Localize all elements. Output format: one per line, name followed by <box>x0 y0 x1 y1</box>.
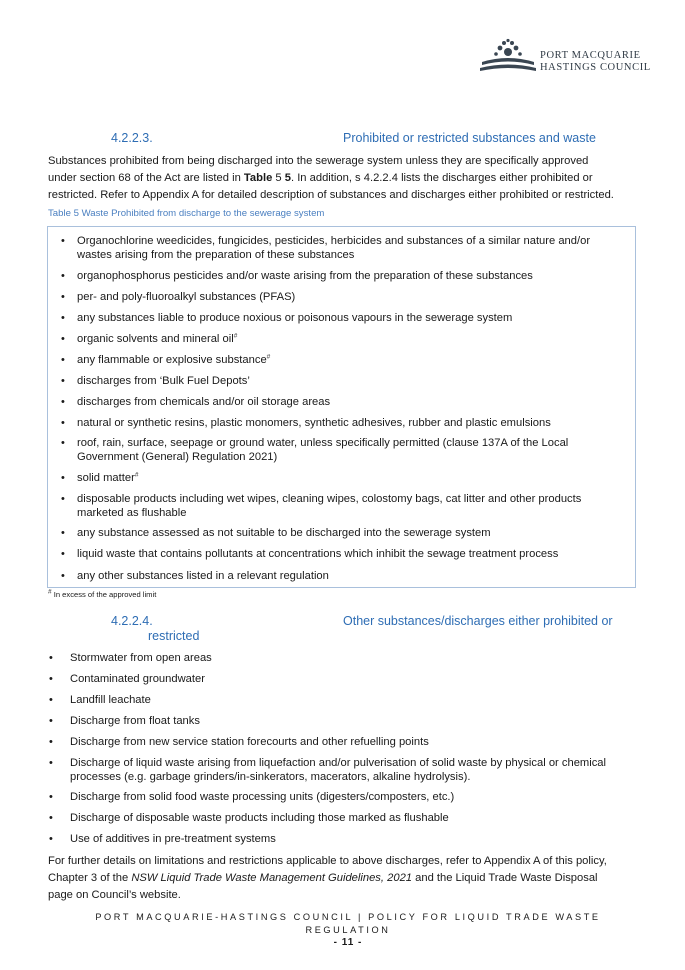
list-item-text <box>77 374 250 388</box>
bullet-icon: • <box>49 757 53 769</box>
list-item-text <box>70 735 429 749</box>
intro-paragraph <box>48 153 648 204</box>
list-item-line: any substances liable to produce noxious or poisonous vapours in the sewerage system <box>77 312 513 324</box>
list-item-line: Discharge from float tanks <box>70 715 200 727</box>
bullet-icon: • <box>49 694 53 706</box>
list-item-text <box>70 832 276 846</box>
list-item-line: natural or synthetic resins, plastic monomers, synthetic adhesives, rubber and plastic emulsions <box>77 417 551 429</box>
list-item-text <box>70 714 200 728</box>
bullet-icon: • <box>49 791 53 803</box>
closing-paragraph <box>48 853 648 904</box>
bullet-icon: • <box>49 715 53 727</box>
intro-line <box>48 170 648 187</box>
bullet-icon: • <box>61 375 65 387</box>
list-item-line: Government (General) Regulation 2021) <box>77 451 278 463</box>
section-title-cont: restricted <box>148 629 200 643</box>
logo-line2: HASTINGS COUNCIL <box>540 62 651 73</box>
bullet-icon: • <box>49 833 53 845</box>
list-item-line: Contaminated groundwater <box>70 673 205 685</box>
list-item-line: marketed as flushable <box>77 507 187 519</box>
list-item-line: roof, rain, surface, seepage or ground water, unless specifically permitted (clause 137A of the Local <box>77 437 569 449</box>
list-item-text <box>77 290 295 304</box>
bullet-icon: • <box>61 396 65 408</box>
table-reference: 5 <box>284 172 291 184</box>
council-logo-text <box>540 50 651 74</box>
bullet-icon: • <box>61 548 65 560</box>
closing-text: Chapter 3 of the <box>48 872 132 884</box>
bullet-icon: • <box>49 812 53 824</box>
list-item-text <box>77 436 568 464</box>
section-title: Other substances/discharges either prohibited or <box>343 614 613 628</box>
list-item-text <box>77 471 138 485</box>
list-item-text <box>77 492 581 520</box>
page-number: - 11 - <box>333 937 363 948</box>
bullet-icon: • <box>49 673 53 685</box>
list-item-line: Landfill leachate <box>70 694 151 706</box>
list-item-line: Organochlorine weedicides, fungicides, pesticides, herbicides and substances of a similar nature and/or <box>77 235 591 247</box>
section-number: 4.2.2.4. <box>111 614 153 628</box>
list-item-text <box>77 416 551 430</box>
list-item-text <box>77 311 512 325</box>
closing-line <box>48 870 648 887</box>
list-item-line: any flammable or explosive substance <box>77 354 267 366</box>
list-item-text <box>77 269 533 283</box>
list-item-line: any substance assessed as not suitable to be discharged into the sewerage system <box>77 527 491 539</box>
bullet-icon: • <box>61 493 65 505</box>
logo-line1: PORT MACQUARIE <box>540 50 641 61</box>
intro-text: 5 <box>272 172 285 184</box>
list-item-line: liquid waste that contains pollutants at concentrations which inhibit the sewage treatment process <box>77 548 559 560</box>
bullet-icon: • <box>61 527 65 539</box>
council-logo <box>478 38 651 80</box>
list-item-text <box>70 756 606 784</box>
bullet-icon: • <box>61 235 65 247</box>
list-item-line: organic solvents and mineral oil <box>77 333 234 345</box>
list-item-line: disposable products including wet wipes, cleaning wipes, colostomy bags, cat litter and other products <box>77 493 582 505</box>
bullet-icon: • <box>61 472 65 484</box>
bullet-icon: • <box>49 652 53 664</box>
closing-line: page on Council’s website. <box>48 889 181 901</box>
list-item-line: Discharge from solid food waste processing units (digesters/composters, etc.) <box>70 791 455 803</box>
footnote-mark: # <box>48 588 52 596</box>
bullet-icon: • <box>61 270 65 282</box>
bullet-icon: • <box>61 291 65 303</box>
bullet-icon: • <box>61 570 65 582</box>
guidelines-title: NSW Liquid Trade Waste Management Guidelines, 2021 <box>131 872 413 884</box>
list-item-text <box>70 693 151 707</box>
bullet-icon: • <box>61 312 65 324</box>
list-item-line: solid matter <box>77 472 135 484</box>
list-item-line: wastes arising from the preparation of these substances <box>77 249 355 261</box>
bullet-icon: • <box>61 333 65 345</box>
intro-line: Substances prohibited from being discharged into the sewerage system unless they are specifically approved <box>48 155 589 167</box>
footer-title-cont: REGULATION <box>305 925 391 935</box>
footer-title: PORT MACQUARIE-HASTINGS COUNCIL | POLICY FOR LIQUID TRADE WASTE <box>95 912 601 922</box>
list-item-line: per- and poly-fluoroalkyl substances (PFAS) <box>77 291 296 303</box>
list-item-line: discharges from chemicals and/or oil storage areas <box>77 396 331 408</box>
bullet-icon: • <box>61 354 65 366</box>
list-item-text <box>77 395 330 409</box>
section-number: 4.2.2.3. <box>111 131 153 145</box>
list-item-text <box>70 672 205 686</box>
list-item-text <box>77 332 237 346</box>
list-item-line: Stormwater from open areas <box>70 652 212 664</box>
list-item-text <box>70 790 454 804</box>
intro-text: under section 68 of the Act are listed in <box>48 172 244 184</box>
list-item-text <box>70 651 212 665</box>
list-item-line: discharges from ‘Bulk Fuel Depots’ <box>77 375 250 387</box>
list-item-line: Use of additives in pre-treatment systems <box>70 833 276 845</box>
bullet-icon: • <box>49 736 53 748</box>
footnote-mark: # <box>134 471 139 479</box>
footnote-mark: # <box>266 353 271 361</box>
list-item-text <box>77 234 590 262</box>
list-item-text <box>77 353 270 367</box>
bullet-icon: • <box>61 437 65 449</box>
table-reference: Table <box>243 172 273 184</box>
council-logo-icon <box>478 38 538 78</box>
closing-text: and the Liquid Trade Waste Disposal <box>412 872 598 884</box>
section-title: Prohibited or restricted substances and waste <box>343 131 596 145</box>
intro-line: restricted. Refer to Appendix A for detailed description of substances and discharges either prohibited or restricted. <box>48 189 614 201</box>
list-item-text <box>77 547 558 561</box>
list-item-line: Discharge of disposable waste products including those marked as flushable <box>70 812 449 824</box>
intro-text: . In addition, s 4.2.2.4 lists the discharges either prohibited or <box>290 172 593 184</box>
list-item-text <box>77 526 491 540</box>
list-item-line: Discharge from new service station forecourts and other refuelling points <box>70 736 429 748</box>
list-item-text <box>70 811 449 825</box>
list-item-text <box>77 569 329 583</box>
table-footnote <box>48 590 156 599</box>
footnote-text: In excess of the approved limit <box>51 590 157 599</box>
list-item-line: processes (e.g. garbage grinders/in-sinkerators, macerators, alkaline hydrolysis). <box>70 771 471 783</box>
list-item-line: any other substances listed in a relevant regulation <box>77 570 329 582</box>
list-item-line: organophosphorus pesticides and/or waste arising from the preparation of these substances <box>77 270 533 282</box>
list-item-line: Discharge of liquid waste arising from liquefaction and/or pulverisation of solid waste by physical or chemical <box>70 757 607 769</box>
table-caption: Table 5 Waste Prohibited from discharge to the sewerage system <box>48 208 325 219</box>
closing-line: For further details on limitations and restrictions applicable to above discharges, refer to Appendix A of this policy, <box>48 855 607 867</box>
bullet-icon: • <box>61 417 65 429</box>
footnote-mark: # <box>233 332 238 340</box>
